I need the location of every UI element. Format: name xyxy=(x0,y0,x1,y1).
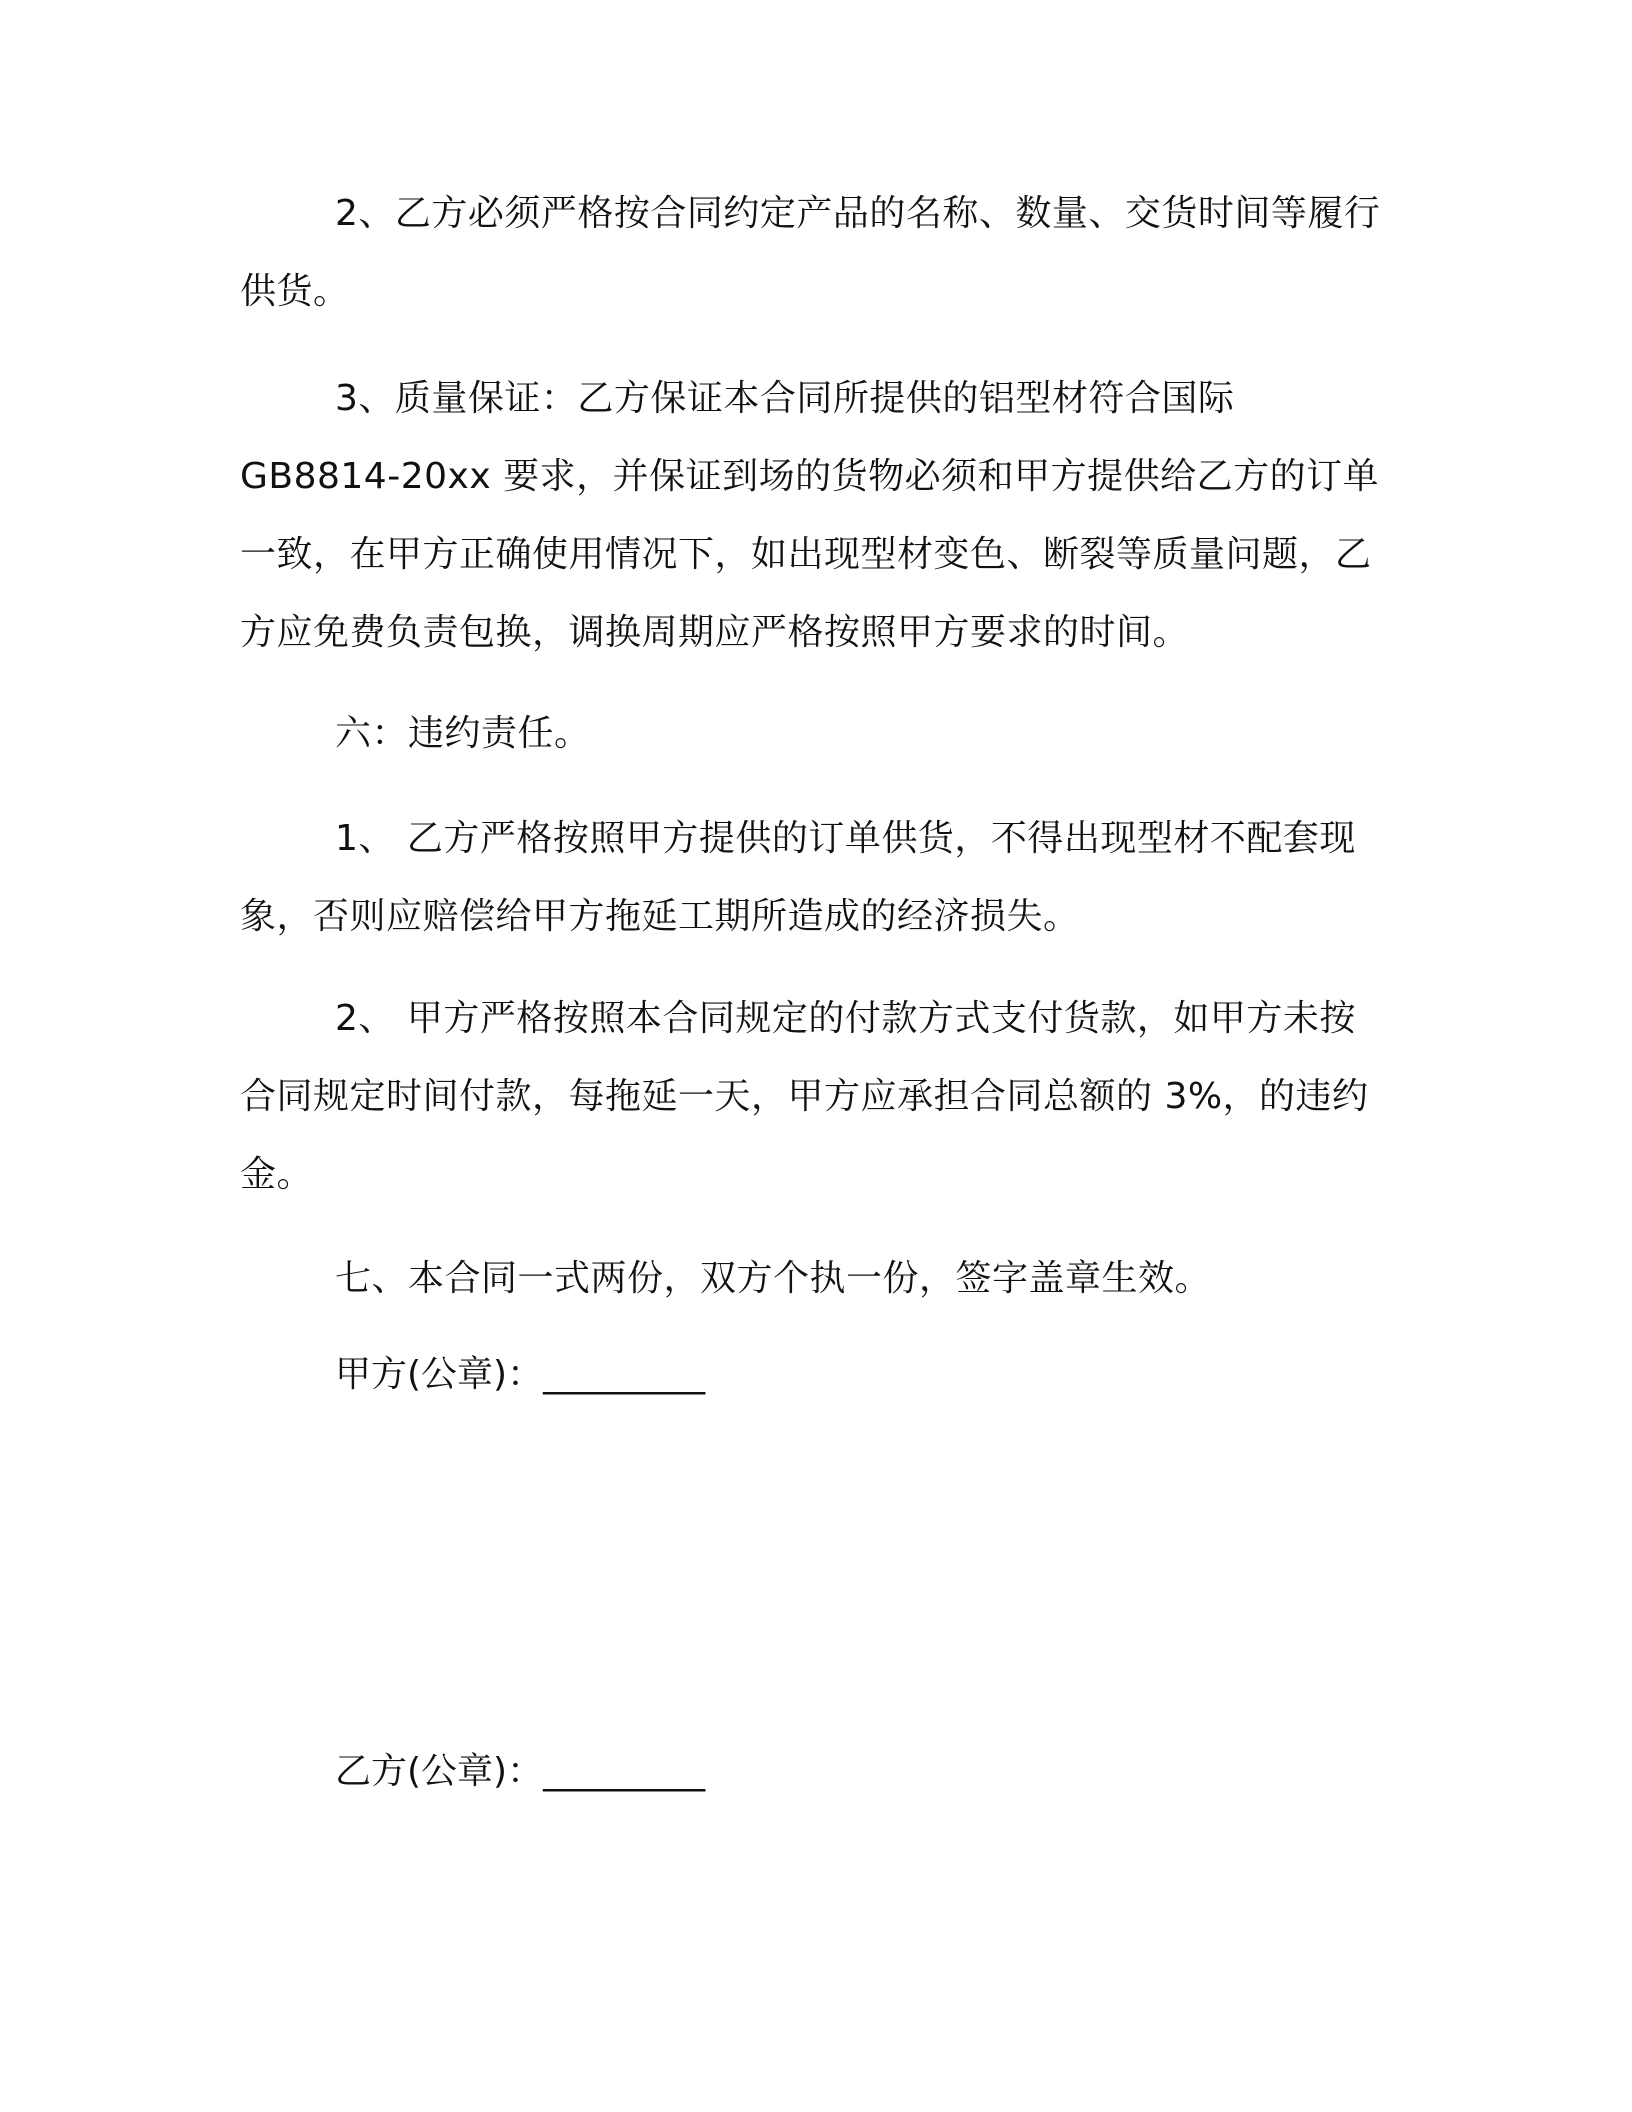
party-b-signature-line: 乙方(公章)：_________ xyxy=(335,1751,706,1792)
clause-6-2-payment: 2、 甲方严格按照本合同规定的付款方式支付货款，如甲方未按合同规定时间付款，每拖延一天，甲方应承担合同总额的 3%，的违约金。 xyxy=(240,998,1369,1195)
section-7-copies: 七、本合同一式两份，双方个执一份，签字盖章生效。 xyxy=(335,1258,1212,1299)
party-a-signature-line: 甲方(公章)：_________ xyxy=(335,1354,706,1395)
clause-6-1-supply: 1、 乙方严格按照甲方提供的订单供货，不得出现型材不配套现象，否则应赔偿给甲方拖延工期所造成的经济损失。 xyxy=(240,818,1356,937)
section-6-heading: 六：违约责任。 xyxy=(335,713,591,754)
clause-2-delivery: 2、乙方必须严格按合同约定产品的名称、数量、交货时间等履行供货。 xyxy=(240,193,1381,312)
clause-3-quality: 3、质量保证：乙方保证本合同所提供的铝型材符合国际GB8814-20xx 要求，并保证到场的货物必须和甲方提供给乙方的订单一致，在甲方正确使用情况下，如出现型材变色、断裂等质量问题，乙方应免费负责包换，调换周期应严格按照甲方要求的时间。 xyxy=(240,378,1380,653)
